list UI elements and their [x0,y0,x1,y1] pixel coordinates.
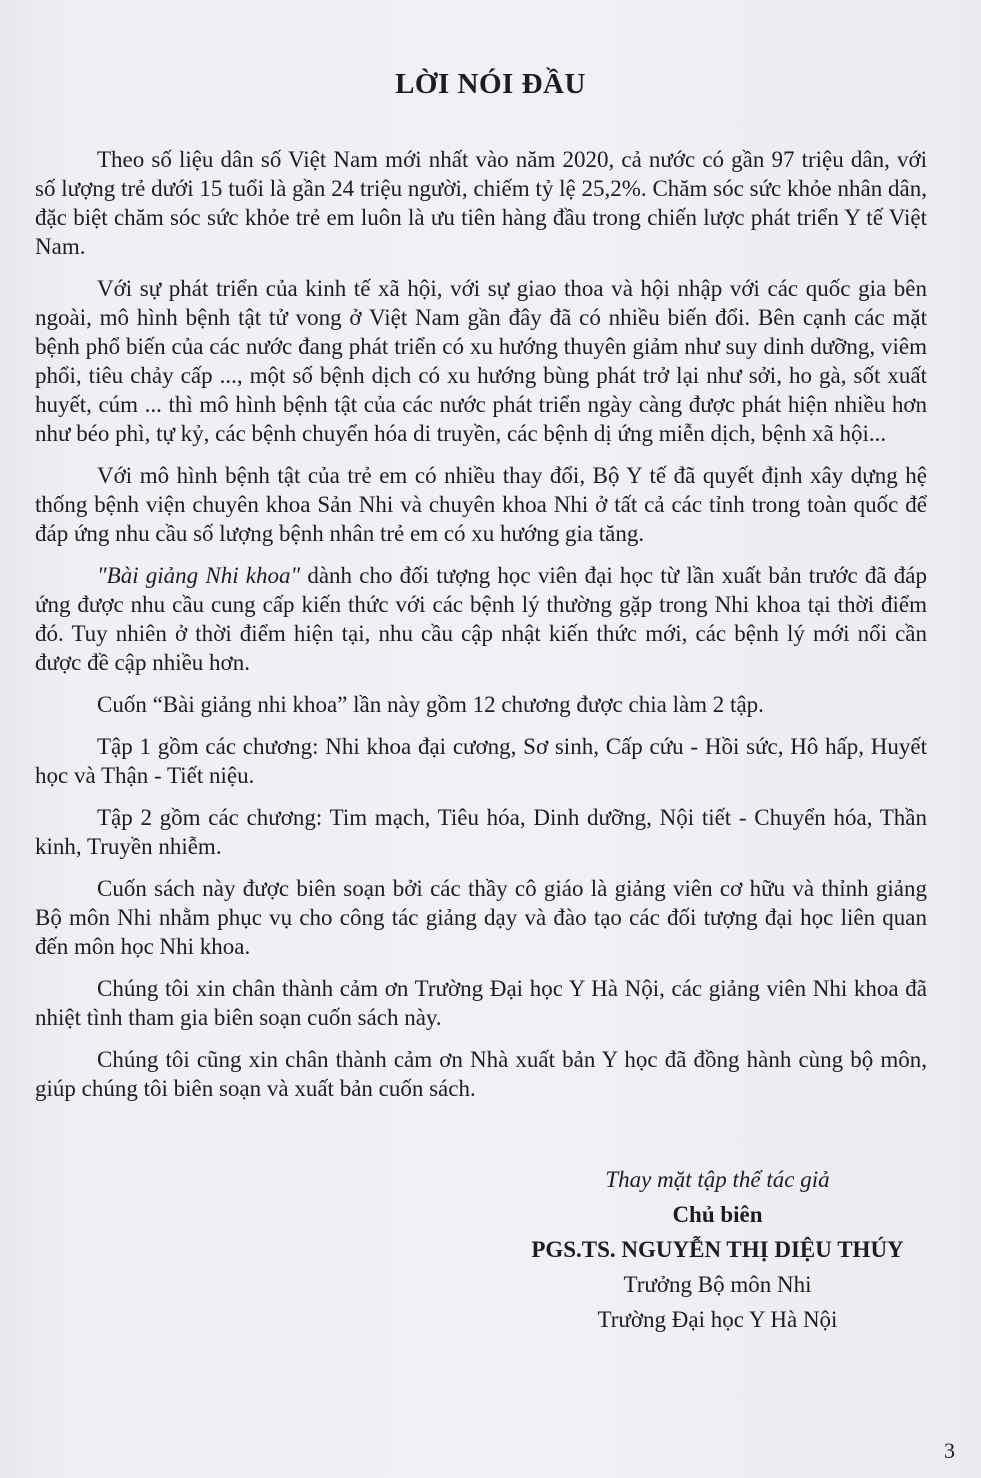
paragraph: Chúng tôi xin chân thành cảm ơn Trường Đại học Y Hà Nội, các giảng viên Nhi khoa đã nhiệt tình tham gia biên soạn cuốn sách này. [35,976,927,1030]
paragraph: Tập 2 gồm các chương: Tim mạch, Tiêu hóa, Dinh dưỡng, Nội tiết - Chuyển hóa, Thần kinh, Truyền nhiễm. [35,805,927,859]
signature-institution: Trường Đại học Y Hà Nội [597,1307,838,1332]
page-number: 3 [944,1438,955,1463]
paragraph: Chúng tôi cũng xin chân thành cảm ơn Nhà xuất bản Y học đã đồng hành cùng bộ môn, giúp chúng tôi biên soạn và xuất bản cuốn sách. [35,1047,927,1101]
paragraph: Cuốn sách này được biên soạn bởi các thầy cô giáo là giảng viên cơ hữu và thỉnh giảng Bộ môn Nhi nhằm phục vụ cho công tác giảng dạy và đào tạo các đối tượng đại học liên quan đến môn học Nhi khoa. [35,876,927,959]
signature-role: Chủ biên [672,1202,763,1227]
signature-name: PGS.TS. NGUYỄN THỊ DIỆU THÚY [531,1237,904,1262]
paragraph: Theo số liệu dân số Việt Nam mới nhất vào năm 2020, cả nước có gần 97 triệu dân, với số lượng trẻ dưới 15 tuổi là gần 24 triệu người, chiếm tỷ lệ 25,2%. Chăm sóc sức khỏe nhân dân, đặc biệt chăm sóc sức khỏe trẻ em luôn là ưu tiên hàng đầu trong chiến lược phát triển Y tế Việt Nam. [35,147,927,259]
paragraph: Với sự phát triển của kinh tế xã hội, với sự giao thoa và hội nhập với các quốc gia bên ngoài, mô hình bệnh tật tử vong ở Việt Nam gần đây đã có nhiều biến đổi. Bên cạnh các mặt bệnh phổ biến của các nước đang phát triển có xu hướng thuyên giảm như suy dinh dưỡng, viêm phổi, tiêu chảy cấp ..., một số bệnh dịch có xu hướng bùng phát trở lại như sởi, ho gà, sốt xuất huyết, cúm ... thì mô hình bệnh tật của các nước phát triển ngày càng được phát hiện nhiều hơn như béo phì, tự kỷ, các bệnh chuyển hóa di truyền, các bệnh dị ứng miễn dịch, bệnh xã hội... [35,276,927,446]
page-title: LỜI NÓI ĐẦU [395,68,586,100]
paragraph: Tập 1 gồm các chương: Nhi khoa đại cương, Sơ sinh, Cấp cứu - Hồi sức, Hô hấp, Huyết học và Thận - Tiết niệu. [35,734,927,788]
paragraph-text: dành cho đối tượng học viên đại học từ lần xuất bản trước đã đáp ứng được nhu cầu cung cấp kiến thức với các bệnh lý thường gặp trong Nhi khoa tại thời điểm đó. Tuy nhiên ở thời điểm hiện tại, nhu cầu cập nhật kiến thức mới, các bệnh lý mới nổi cần được đề cập nhiều hơn. [35,563,927,675]
paragraph: Với mô hình bệnh tật của trẻ em có nhiều thay đổi, Bộ Y tế đã quyết định xây dựng hệ thống bệnh viện chuyên khoa Sản Nhi và chuyên khoa Nhi ở tất cả các tỉnh trong toàn quốc để đáp ứng nhu cầu số lượng bệnh nhân trẻ em có xu hướng gia tăng. [35,463,927,546]
signature-on-behalf: Thay mặt tập thể tác giả [605,1167,830,1192]
book-title-italic: "Bài giảng Nhi khoa" [97,563,301,588]
paragraph: Cuốn “Bài giảng nhi khoa” lần này gồm 12 chương được chia làm 2 tập. [97,692,764,717]
document-body [35,145,927,1116]
signature-position: Trưởng Bộ môn Nhi [623,1272,812,1297]
paragraph [35,561,927,677]
signature-block [505,1162,930,1337]
